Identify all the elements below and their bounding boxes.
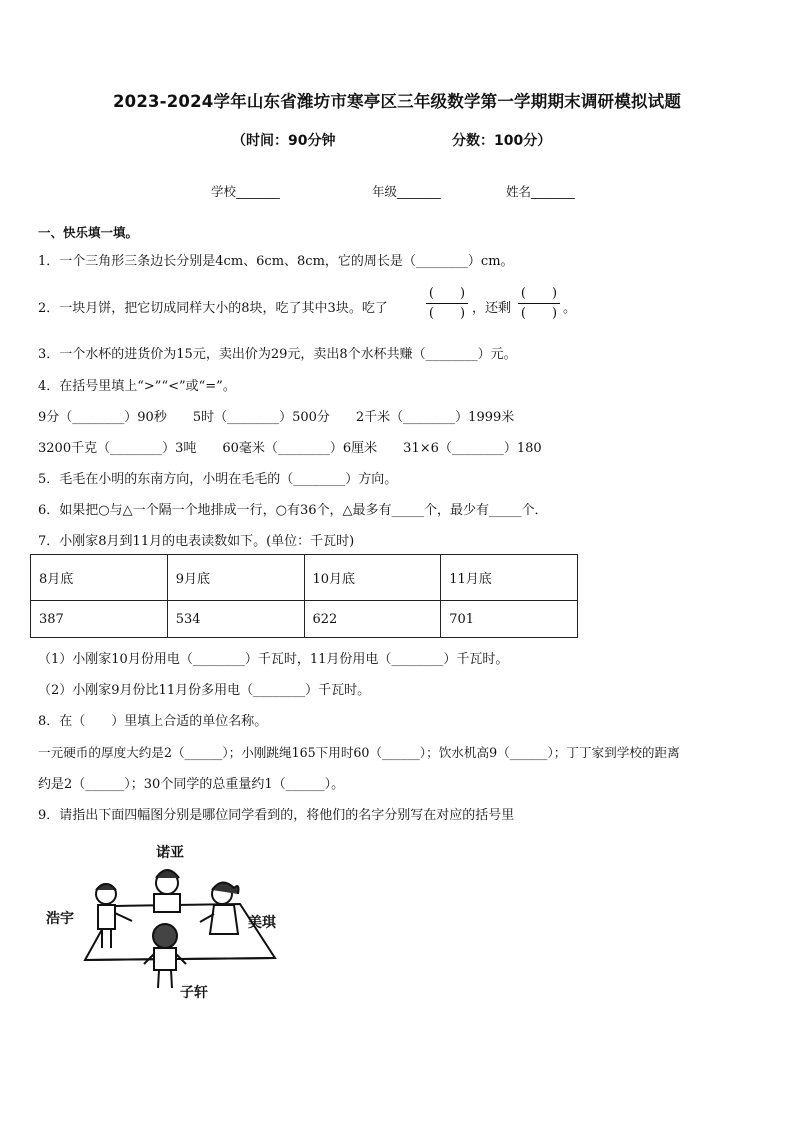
question-2-mid: ，还剩 <box>472 301 512 316</box>
question-5: 5．毛毛在小明的东南方向，小明在毛毛的（________）方向。 <box>38 472 398 487</box>
fraction-remaining <box>518 285 560 322</box>
table-row <box>31 555 578 601</box>
table-cell: 534 <box>167 601 304 638</box>
fraction-denominator: ( ) <box>428 306 466 321</box>
question-8-line-1: 一元硬币的厚度大约是2（______）；小刚跳绳165下用时60（______）；饮水机高9（______）；丁丁家到学校的距离 <box>38 745 680 760</box>
fraction-bar <box>426 303 468 304</box>
fraction-denominator: ( ) <box>520 306 558 321</box>
question-1: 1．一个三角形三条边长分别是4cm、6cm、8cm，它的周长是（________）cm。 <box>38 254 514 269</box>
question-4-row-2: 3200千克（________）3吨 60毫米（________）6厘米 31×6（________）180 <box>38 441 542 456</box>
table-header-cell: 10月底 <box>304 555 441 601</box>
question-2-prefix: 2．一块月饼，把它切成同样大小的8块，吃了其中3块。吃了 <box>38 301 388 316</box>
fraction-numerator: ( ) <box>520 286 558 301</box>
table-header-cell: 9月底 <box>167 555 304 601</box>
child-name-left: 浩宇 <box>46 911 74 927</box>
table-header-cell: 11月底 <box>441 555 578 601</box>
fraction-bar <box>518 303 560 304</box>
fraction-eaten <box>426 285 468 322</box>
table-cell: 387 <box>31 601 168 638</box>
child-name-right: 美琪 <box>248 915 276 931</box>
table-row <box>31 601 578 638</box>
question-3: 3．一个水杯的进货价为15元，卖出价为29元，卖出8个水杯共赚（________）元。 <box>38 347 517 362</box>
question-8-line-2: 约是2（______）；30个同学的总重量约1（______）。 <box>38 777 345 792</box>
table-cell: 622 <box>304 601 441 638</box>
table-illustration <box>40 838 300 1008</box>
question-8: 8．在（ ）里填上合适的单位名称。 <box>38 714 268 729</box>
question-2-suffix: 。 <box>563 301 577 316</box>
question-7-part-2: （2）小刚家9月份比11月份多用电（________）千瓦时。 <box>38 683 371 698</box>
question-9: 9．请指出下面四幅图分别是哪位同学看到的，将他们的名字分别写在对应的括号里 <box>38 808 515 823</box>
question-7-part-1: （1）小刚家10月份用电（________）千瓦时，11月份用电（________）千瓦时。 <box>38 652 509 667</box>
fraction-numerator: ( ) <box>428 286 466 301</box>
exam-time: （时间：90分钟 <box>232 133 336 149</box>
question-7: 7．小刚家8月到11月的电表读数如下。(单位：千瓦时) <box>38 534 355 549</box>
exam-title: 2023-2024学年山东省潍坊市寒亭区三年级数学第一学期期末调研模拟试题 <box>112 92 682 111</box>
exam-score: 分数：100分） <box>452 133 552 149</box>
table-header-cell: 8月底 <box>31 555 168 601</box>
question-6: 6．如果把○与△一个隔一个地排成一行，○有36个，△最多有_____个，最少有_____个． <box>38 503 548 518</box>
section-heading: 一、快乐填一填。 <box>38 225 139 240</box>
grade-field: 年级_______ <box>372 184 441 199</box>
meter-reading-table <box>30 554 578 638</box>
child-name-top: 诺亚 <box>156 845 184 861</box>
name-field: 姓名_______ <box>506 184 575 199</box>
question-4-row-1: 9分（________）90秒 5时（________）500分 2千米（________）1999米 <box>38 410 515 425</box>
question-4: 4．在括号里填上“>”“<”或“=”。 <box>38 379 236 394</box>
table-cell: 701 <box>441 601 578 638</box>
child-name-bottom: 子轩 <box>180 985 208 1001</box>
school-field: 学校_______ <box>211 184 280 199</box>
